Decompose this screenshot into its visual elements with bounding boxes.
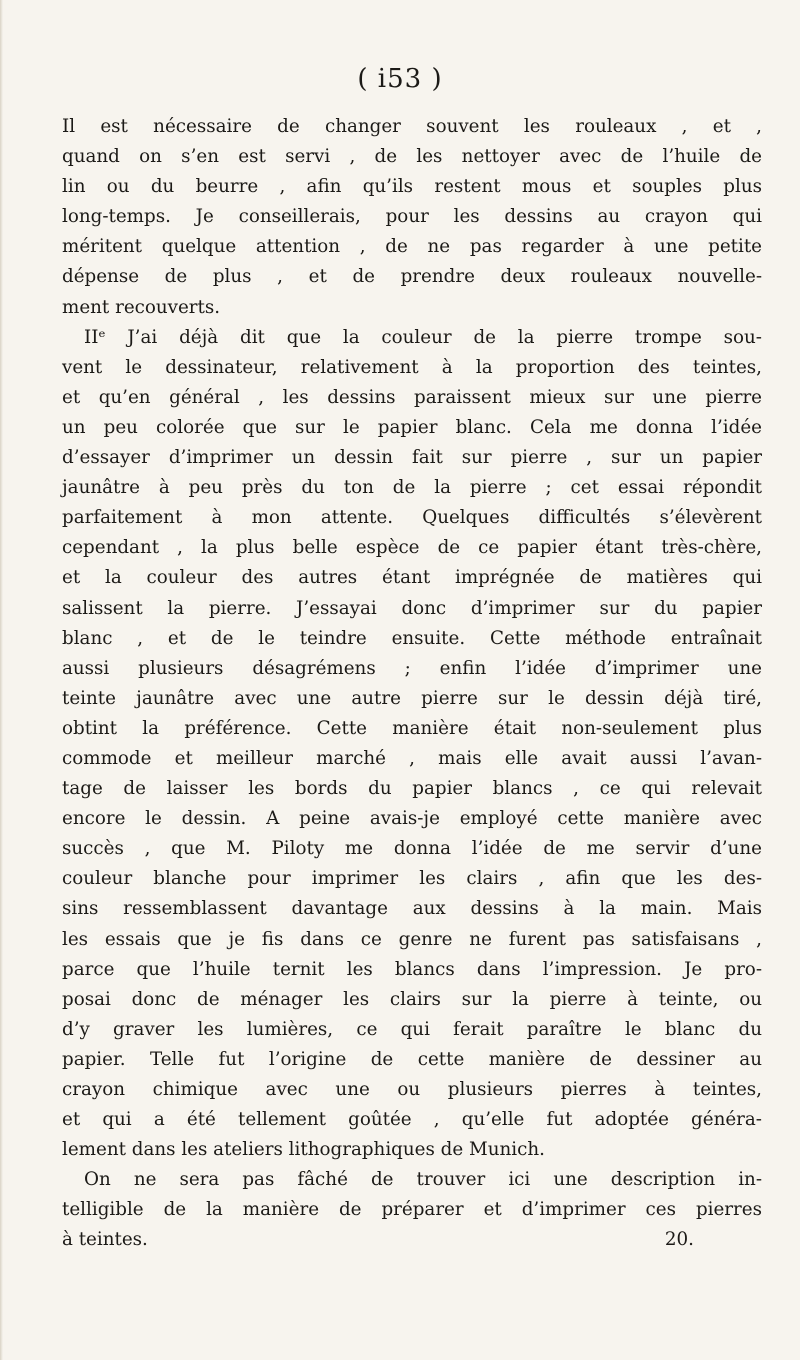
text-line: posai donc de ménager les clairs sur la pierre à teinte, ou xyxy=(62,988,762,1010)
text-line: et qui a été tellement goûtée , qu’elle fut adoptée généra- xyxy=(62,1109,762,1131)
text-line: cependant , la plus belle espèce de ce papier étant très-chère, xyxy=(62,537,762,559)
text-line: sins ressemblassent davantage aux dessins à la main. Mais xyxy=(62,898,762,920)
text-line: commode et meilleur marché , mais elle avait aussi l’avan- xyxy=(62,747,762,769)
text-line: telligible de la manière de préparer et d’imprimer ces pierres xyxy=(62,1199,762,1221)
text-line: lin ou du beurre , afin qu’ils restent mous et souples plus xyxy=(62,176,762,198)
body-text xyxy=(62,112,762,1256)
signature-mark: 20. xyxy=(664,1229,694,1251)
text-line: long-temps. Je conseillerais, pour les dessins au crayon qui xyxy=(62,206,762,228)
text-line: teinte jaunâtre avec une autre pierre sur le dessin déjà tiré, xyxy=(62,687,762,709)
final-line xyxy=(62,1225,694,1255)
text-line: dépense de plus , et de prendre deux rouleaux nouvelle- xyxy=(62,266,762,288)
text-line: obtint la préférence. Cette manière était non-seulement plus xyxy=(62,717,762,739)
text-line: quand on s’en est servi , de les nettoyer avec de l’huile de xyxy=(62,146,762,168)
text-line: d’y graver les lumières, ce qui ferait paraître le blanc du xyxy=(62,1018,762,1040)
text-line: les essais que je fis dans ce genre ne furent pas satisfaisans , xyxy=(62,928,762,950)
text-line: papier. Telle fut l’origine de cette manière de dessiner au xyxy=(62,1048,762,1070)
text-line: lement dans les ateliers lithographiques de Munich. xyxy=(62,1139,545,1161)
text-line: encore le dessin. A peine avais-je employé cette manière avec xyxy=(62,808,762,830)
text-line: Il est nécessaire de changer souvent les rouleaux , et , xyxy=(62,116,762,137)
text-line: aussi plusieurs désagrémens ; enfin l’idée d’imprimer une xyxy=(62,657,762,679)
final-line-text: à teintes. xyxy=(62,1229,148,1251)
text-line: méritent quelque attention , de ne pas regarder à une petite xyxy=(62,236,762,258)
text-line: ment recouverts. xyxy=(62,296,221,318)
page-number: ( i53 ) xyxy=(357,64,443,94)
text-line: parfaitement à mon attente. Quelques difficultés s’élevèrent xyxy=(62,507,762,529)
text-line: succès , que M. Piloty me donna l’idée de me servir d’une xyxy=(62,838,762,860)
text-line: d’essayer d’imprimer un dessin fait sur pierre , sur un papier xyxy=(62,447,762,469)
text-line: vent le dessinateur, relativement à la proportion des teintes, xyxy=(62,356,762,378)
text-line: et la couleur des autres étant imprégnée de matières qui xyxy=(62,567,762,589)
text-lines xyxy=(62,112,762,1225)
text-line: crayon chimique avec une ou plusieurs pierres à teintes, xyxy=(62,1079,762,1100)
text-line: IIᵉ J’ai déjà dit que la couleur de la pierre trompe sou- xyxy=(84,326,762,348)
text-line: blanc , et de le teindre ensuite. Cette méthode entraînait xyxy=(62,627,762,649)
text-line: et qu’en général , les dessins paraissent mieux sur une pierre xyxy=(62,386,762,408)
text-line: salissent la pierre. J’essayai donc d’imprimer sur du papier xyxy=(62,597,762,619)
text-line: tage de laisser les bords du papier blancs , ce qui relevait xyxy=(62,778,762,800)
text-line: parce que l’huile ternit les blancs dans l’impression. Je pro- xyxy=(62,958,762,980)
text-line: un peu colorée que sur le papier blanc. Cela me donna l’idée xyxy=(62,416,762,438)
text-line: jaunâtre à peu près du ton de la pierre ; cet essai répondit xyxy=(62,477,762,499)
page-edge xyxy=(0,0,3,1360)
text-line: On ne sera pas fâché de trouver ici une description in- xyxy=(84,1169,762,1191)
text-line: couleur blanche pour imprimer les clairs , afin que les des- xyxy=(62,868,762,890)
